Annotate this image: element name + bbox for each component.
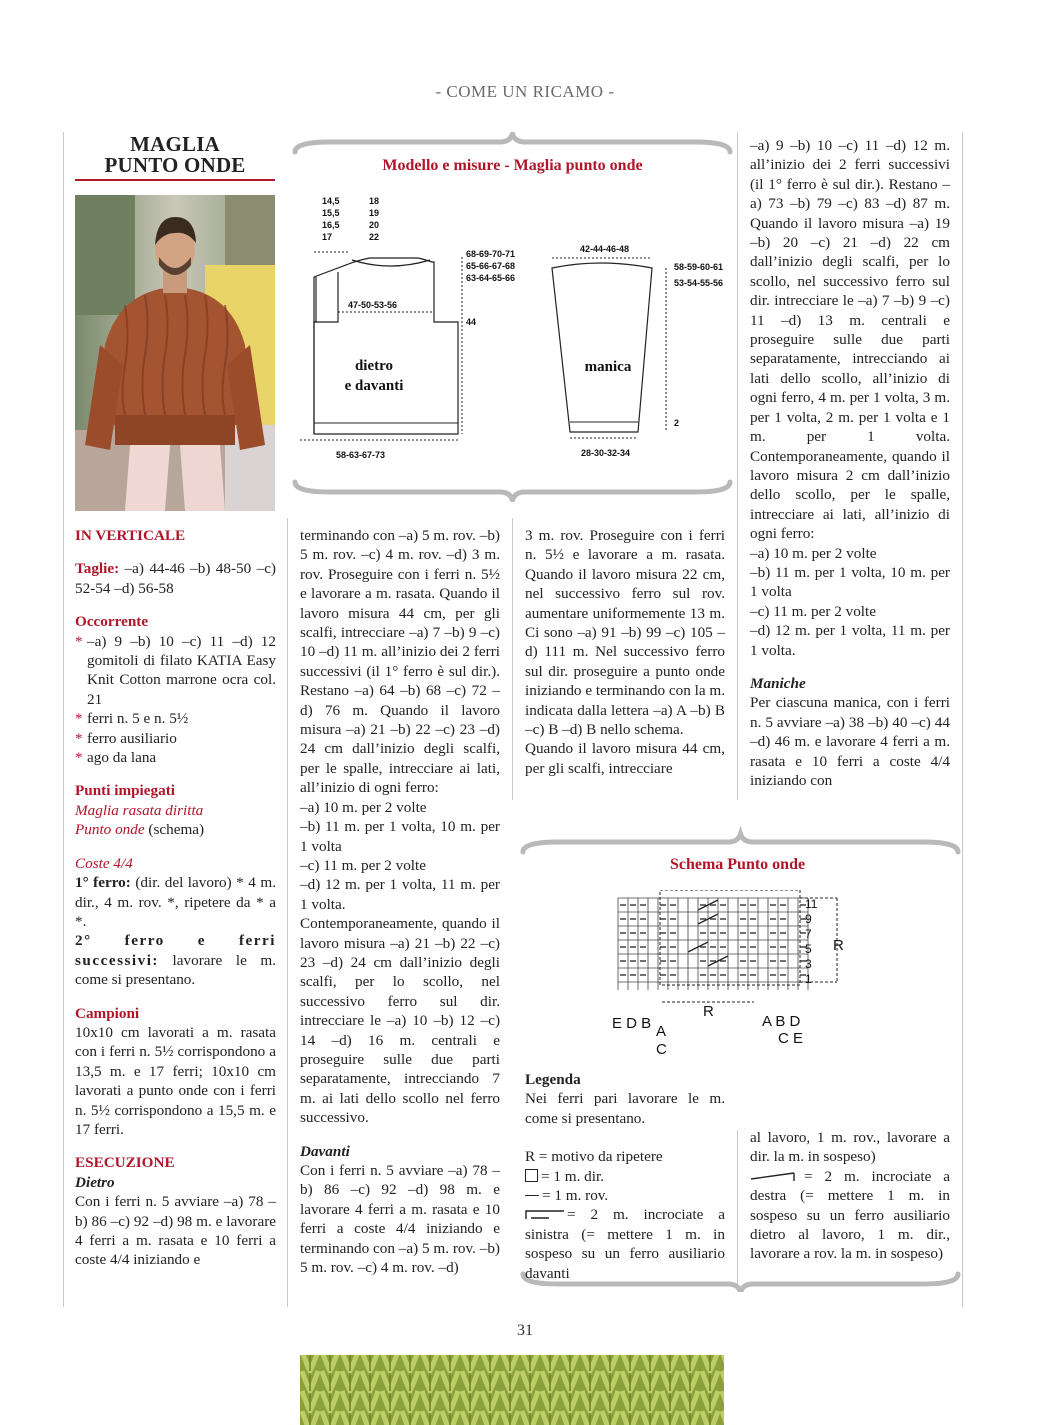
cross-right-icon xyxy=(750,1170,800,1182)
dim-total-height-2: 65-66-67-68 xyxy=(466,261,516,271)
article-title xyxy=(75,134,275,176)
dim-sleeve-top: 42-44-46-48 xyxy=(580,244,630,254)
column-divider xyxy=(737,132,738,800)
dim-shoulder-a1: 15,5 xyxy=(322,208,340,218)
coste-2: 2° ferro e ferri successivi: lavorare le m. come si presentano. xyxy=(75,932,276,989)
row-9: 9 xyxy=(805,912,812,926)
label-dietro: dietro xyxy=(354,358,394,374)
column-divider xyxy=(63,132,64,1307)
column-2 xyxy=(300,526,500,1277)
legend-rov: = 1 m. rov. xyxy=(525,1186,725,1205)
taglie-text: –a) 44-46 –b) 48-50 –c) 52-54 –d) 56-58 xyxy=(75,560,276,597)
letters-left: E D B xyxy=(612,1015,652,1032)
campioni-text: 10x10 cm lavorati a m. rasata con i ferri n. 5½ corrispondono a 13,5 m. e 17 ferri; 10x10 cm lavorati a punto onde con i ferri n. 5½ corrispondono a 15,5 m. e 17 ferri. xyxy=(75,1023,276,1138)
dim-shoulder-a2: 16,5 xyxy=(322,220,340,230)
row-5: 5 xyxy=(805,942,812,956)
davanti-spalle-a: –a) 10 m. per 2 volte xyxy=(750,544,877,562)
davanti-title: Davanti xyxy=(300,1142,350,1160)
letter-a-left: A xyxy=(656,1023,667,1040)
punti-2: Punto onde (schema) xyxy=(75,821,205,839)
dim-neck-b0: 18 xyxy=(369,196,380,206)
dim-hem-width: 58-63-67-73 xyxy=(336,450,386,460)
coste-1: 1° ferro: (dir. del lavoro) * 4 m. dir., 4 m. rov. *, ripetere da * a *. xyxy=(75,874,276,930)
dim-cuff: 2 xyxy=(674,418,680,428)
list-item: * ferri n. 5 e n. 5½ xyxy=(75,710,189,728)
running-header: - COME UN RICAMO - xyxy=(435,82,615,101)
occorrente-title: Occorrente xyxy=(75,613,149,631)
title-line-1: MAGLIA xyxy=(130,132,220,156)
bottom-brace xyxy=(295,482,730,500)
dim-chest: 47-50-53-56 xyxy=(348,300,398,310)
dietro-text: Con i ferri n. 5 avviare –a) 78 –b) 86 –c) 92 –d) 98 m. e lavorare 4 ferri a m. rasata e 10 ferri a coste 4/4 iniziando e xyxy=(75,1193,276,1269)
maniche-text: Per ciascuna manica, con i ferri n. 5 avviare –a) 38 –b) 40 –c) 44 –d) 46 m. e lavorare 4 ferri a m. rasata e 10 ferri a coste 4/4 iniziando con xyxy=(750,694,950,789)
legend-repeat: R = motivo da ripetere xyxy=(525,1148,663,1166)
repeat-label-bottom: R xyxy=(703,1003,714,1020)
legend-intro: Nei ferri pari lavorare le m. come si presentano. xyxy=(525,1090,725,1127)
occorrente-list xyxy=(75,632,276,768)
row-1: 1 xyxy=(805,972,812,986)
legend-cross-left-cont: al lavoro, 1 m. rov., lavorare a dir. la m. in sospeso) xyxy=(750,1129,950,1166)
davanti-spalle-b: –b) 11 m. per 1 volta, 10 m. per 1 volta xyxy=(750,563,950,601)
dim-sleeve-len-2: 53-54-55-56 xyxy=(674,278,724,288)
dim-neck-b1: 19 xyxy=(369,208,380,218)
dietro-title: Dietro xyxy=(75,1173,115,1191)
dim-shoulder-a0: 14,5 xyxy=(322,196,340,206)
legend-cross-left: = 2 m. incrociate a sinistra (= mettere 1 m. in sospeso su un ferro ausiliario davanti xyxy=(525,1206,725,1282)
davanti-spalle-d: –d) 12 m. per 1 volta, 11 m. per 1 volta. xyxy=(750,622,950,659)
davanti-cont: 3 m. rov. Proseguire con i ferri n. 5½ e lavorare a m. rasata. Quando il lavoro misura 22 cm, nel successivo ferro sul rov. aumentare uniformemente 13 m. Ci sono –a) 91 –b) 99 –c) 105 –d) 111 m. Nel successivo ferro sul dir. proseguire a punto onde iniziando e terminando con la m. indicata dalla lettera –a) A –b) B –c) B –d) B nello schema. xyxy=(525,527,725,739)
legend-cross-right: = 2 m. incrociate a destra (= mettere 1 m. in sospeso su un ferro ausiliario dietro al lavoro, 1 m. dir., lavorare a rov. la m. in sospeso) xyxy=(750,1167,950,1263)
legend-dir: = 1 m. dir. xyxy=(525,1167,725,1186)
diagram-title: Modello e misure - Maglia punto onde xyxy=(382,157,643,174)
campioni-title: Campioni xyxy=(75,1004,140,1022)
dim-total-height-1: 68-69-70-71 xyxy=(466,249,516,259)
knit-swatch-image xyxy=(300,1355,724,1425)
row-7: 7 xyxy=(805,927,812,941)
scollo-text: Contemporaneamente, quando il lavoro misura –a) 21 –b) 22 –c) 23 –d) 24 cm dall’inizio degli scalfi, per lo scollo, nel successivo ferro sul dir. intrecciare le –a) 10 –b) 12 –c) 14 –d) 16 m. centrali e proseguire sulle due parti separatamente, intrecciando 7 m. ai lati dello scollo nel ferro successivo. xyxy=(300,915,500,1127)
legend-cont xyxy=(750,1128,950,1264)
list-item: * ferro ausiliario xyxy=(75,729,177,747)
dietro-cont: terminando con –a) 5 m. rov. –b) 5 m. rov. –c) 4 m. rov. –d) 3 m. rov. Proseguire con i ferri n. 5½ e lavorare a m. rasata. Quando il lavoro misura 44 cm, per gli scalfi, intrecciare –a) 7 –b) 9 –c) 10 –d) 11 m. all’inizio dei 2 ferri successivi (il 1° ferro è sul dir.). Restano –a) 64 –b) 68 –c) 72 –d) 76 m. Quando il lavoro misura –a) 21 –b) 22 –c) 23 –d) 24 cm dall’inizio degli scalfi, per le spalle, intrecciare ai lati, all’inizio di ogni ferro: xyxy=(300,527,500,797)
dim-sleeve-len-1: 58-59-60-61 xyxy=(674,262,724,272)
label-manica: manica xyxy=(584,359,632,375)
title-underline xyxy=(75,179,275,181)
stitch-chart xyxy=(600,890,860,1060)
punti-1: Maglia rasata diritta xyxy=(75,801,204,819)
top-brace xyxy=(295,134,730,152)
dim-neck-b3: 22 xyxy=(369,232,380,242)
legend-title: Legenda xyxy=(525,1071,581,1088)
taglie-label: Taglie: xyxy=(75,560,120,578)
davanti-spalle-c: –c) 11 m. per 2 volte xyxy=(750,602,876,620)
taglie xyxy=(75,559,276,598)
scalfi-text: Quando il lavoro misura 44 cm, per gli scalfi, intrecciare xyxy=(525,740,725,777)
row-3: 3 xyxy=(805,957,812,971)
column-4 xyxy=(750,136,950,790)
spalle-a: –a) 10 m. per 2 volte xyxy=(300,798,427,816)
label-davanti: e davanti xyxy=(344,378,404,394)
row-11: 11 xyxy=(805,897,818,911)
punti-title: Punti impiegati xyxy=(75,782,175,800)
column-divider xyxy=(512,518,513,800)
repeat-label-side: R xyxy=(833,937,844,954)
dim-shoulder-a3: 17 xyxy=(322,232,333,242)
davanti-text: Con i ferri n. 5 avviare –a) 78 –b) 86 –c) 92 –d) 98 m. e lavorare 4 ferri a m. rasata e 10 ferri a coste 4/4 iniziando e terminando con –a) 5 m. rov. –b) 5 m. rov. –c) 4 m. rov. –d) xyxy=(300,1162,500,1277)
legend xyxy=(525,1070,725,1283)
letters-right-2: C E xyxy=(778,1030,804,1047)
measurements-diagram xyxy=(290,132,735,502)
model-photo xyxy=(75,195,275,511)
column-divider xyxy=(287,518,288,1307)
column-3 xyxy=(525,526,725,778)
letter-c-left: C xyxy=(656,1041,667,1058)
schema-title: Schema Punto onde xyxy=(669,856,806,873)
spalle-d: –d) 12 m. per 1 volta, 11 m. per 1 volta. xyxy=(300,876,500,913)
cross-left-icon xyxy=(525,1208,565,1220)
esecuzione-title: ESECUZIONE xyxy=(75,1154,175,1172)
purl-dash-icon xyxy=(525,1195,539,1197)
dim-sleeve-bottom: 28-30-32-34 xyxy=(581,448,631,458)
dim-height: 44 xyxy=(466,317,477,327)
knit-square-icon xyxy=(525,1169,538,1182)
davanti-scollo: –a) 9 –b) 10 –c) 11 –d) 12 m. all’inizio dei 2 ferri successivi (il 1° ferro è sul dir.). Restano –a) 73 –b) 79 –c) 83 –d) 87 m. Quando il lavoro misura –a) 19 –b) 20 –c) 21 –d) 22 cm dall’inizio degli scalfi, per lo scollo, nel successivo ferro sul dir. intrecciare le –a) 7 –b) 9 –c) 11 –d) 13 m. centrali e proseguire sulle due parti separatamente, intrecciando ai lati dello scollo, all’inizio di ogni ferro, 4 m. per 1 volta, 3 m. per 1 volta, 2 m. per 1 volta e 1 m. per 1 volta. Contemporaneamente, quando il lavoro misura 2 cm dall’inizio dello scollo, per le spalle, intrecciare ai lati, all’inizio di ogni ferro: xyxy=(750,137,950,543)
spalle-c: –c) 11 m. per 2 volte xyxy=(300,856,426,874)
dim-total-height-3: 63-64-65-66 xyxy=(466,273,516,283)
coste-title: Coste 4/4 xyxy=(75,854,133,872)
column-1 xyxy=(75,526,276,1270)
spalle-b: –b) 11 m. per 1 volta, 10 m. per 1 volta xyxy=(300,818,500,855)
page-number: 31 xyxy=(517,1322,533,1339)
list-item: * –a) 9 –b) 10 –c) 11 –d) 12 gomitoli di filato KATIA Easy Knit Cotton marrone ocra col. 21 xyxy=(75,632,276,708)
maniche-title: Maniche xyxy=(750,674,806,692)
section-verticale: IN VERTICALE xyxy=(75,527,186,544)
title-line-2: PUNTO ONDE xyxy=(104,153,246,177)
letters-right-1: A B D xyxy=(762,1013,801,1030)
dim-neck-b2: 20 xyxy=(369,220,380,230)
list-item: * ago da lana xyxy=(75,749,157,767)
